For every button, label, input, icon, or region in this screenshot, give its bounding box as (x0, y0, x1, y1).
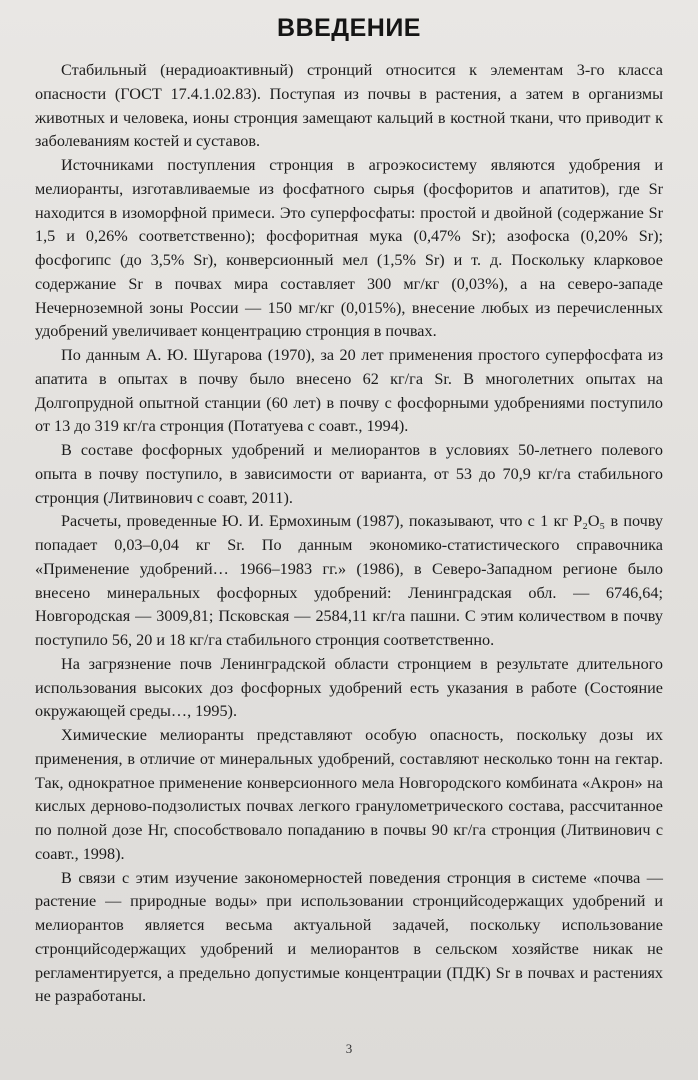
paragraph-5: Расчеты, проведенные Ю. И. Ермохиным (1987), показывают, что с 1 кг P₂O₅ в почву попадает 0,03–0,04 кг Sr. По данным экономико-статистического справочника «Применение удобрений… 1966–1983 гг.» (1986), в Северо-Западном регионе было внесено минеральных фосфорных удобрений: Ленинградская обл. — 6746,64; Новгородская — 3009,81; Псковская — 2584,11 кг/га пашни. С этим количеством в почву поступило 56, 20 и 18 кг/га стабильного стронция соответственно. (35, 512, 663, 649)
body-text (35, 59, 663, 1009)
paragraph-2: Источниками поступления стронция в агроэкосистему являются удобрения и мелиоранты, изготавливаемые из фосфатного сырья (фосфоритов и апатитов), где Sr находится в изоморфной примеси. Это суперфосфаты: простой и двойной (содержание Sr 1,5 и 0,26% соответственно); фосфоритная мука (0,47% Sr); азофоска (0,20% Sr); фосфогипс (до 3,5% Sr), конверсионный мел (1,5% Sr) и т. д. Поскольку кларковое содержание Sr в почвах мира составляет 300 мг/кг (0,03%), а на северо-западе Нечерноземной зоны России — 150 мг/кг (0,015%), внесение любых из перечисленных удобрений увеличивает концентрацию стронция в почвах. (35, 156, 663, 341)
paragraph-7: Химические мелиоранты представляют особую опасность, поскольку дозы их применения, в отличие от минеральных удобрений, составляют несколько тонн на гектар. Так, однократное применение конверсионного мела Новгородского комбината «Акрон» на кислых дерново-подзолистых почвах легкого гранулометрического состава, рассчитанное по полной дозе Нг, способствовало попаданию в почвы 90 кг/га стронция (Литвинович с соавт., 1998). (35, 726, 663, 863)
page-title: ВВЕДЕНИЕ (277, 14, 421, 42)
paragraph-3: По данным А. Ю. Шугарова (1970), за 20 лет применения простого суперфосфата из апатита в опытах в почву было внесено 62 кг/га Sr. В многолетних опытах на Долгопрудной опытной станции (60 лет) в почву с фосфорными удобрениями поступило от 13 до 319 кг/га стронция (Потатуева с соавт., 1994). (35, 346, 663, 436)
paragraph-6: На загрязнение почв Ленинградской области стронцием в результате длительного использования высоких доз фосфорных удобрений есть указания в работе (Состояние окружающей среды…, 1995). (35, 654, 663, 721)
page-number: 3 (345, 1041, 353, 1056)
paragraph-1: Стабильный (нерадиоактивный) стронций относится к элементам 3-го класса опасности (ГОСТ 17.4.1.02.83). Поступая из почвы в растения, а затем в организмы животных и человека, ионы стронция замещают кальций в костной ткани, что приводит к заболеваниям костей и суставов. (35, 61, 663, 151)
paragraph-4: В составе фосфорных удобрений и мелиорантов в условиях 50-летнего полевого опыта в почву поступило, в зависимости от варианта, от 53 до 70,9 кг/га стабильного стронция (Литвинович с соавт, 2011). (35, 441, 663, 507)
paragraph-8: В связи с этим изучение закономерностей поведения стронция в системе «почва — растение — природные воды» при использовании стронцийсодержащих удобрений и мелиорантов является весьма актуальной задачей, поскольку использование стронцийсодержащих удобрений и мелиорантов в сельском хозяйстве никак не регламентируется, а предельно допустимые концентрации (ПДК) Sr в почвах и растениях не разработаны. (35, 868, 663, 1006)
